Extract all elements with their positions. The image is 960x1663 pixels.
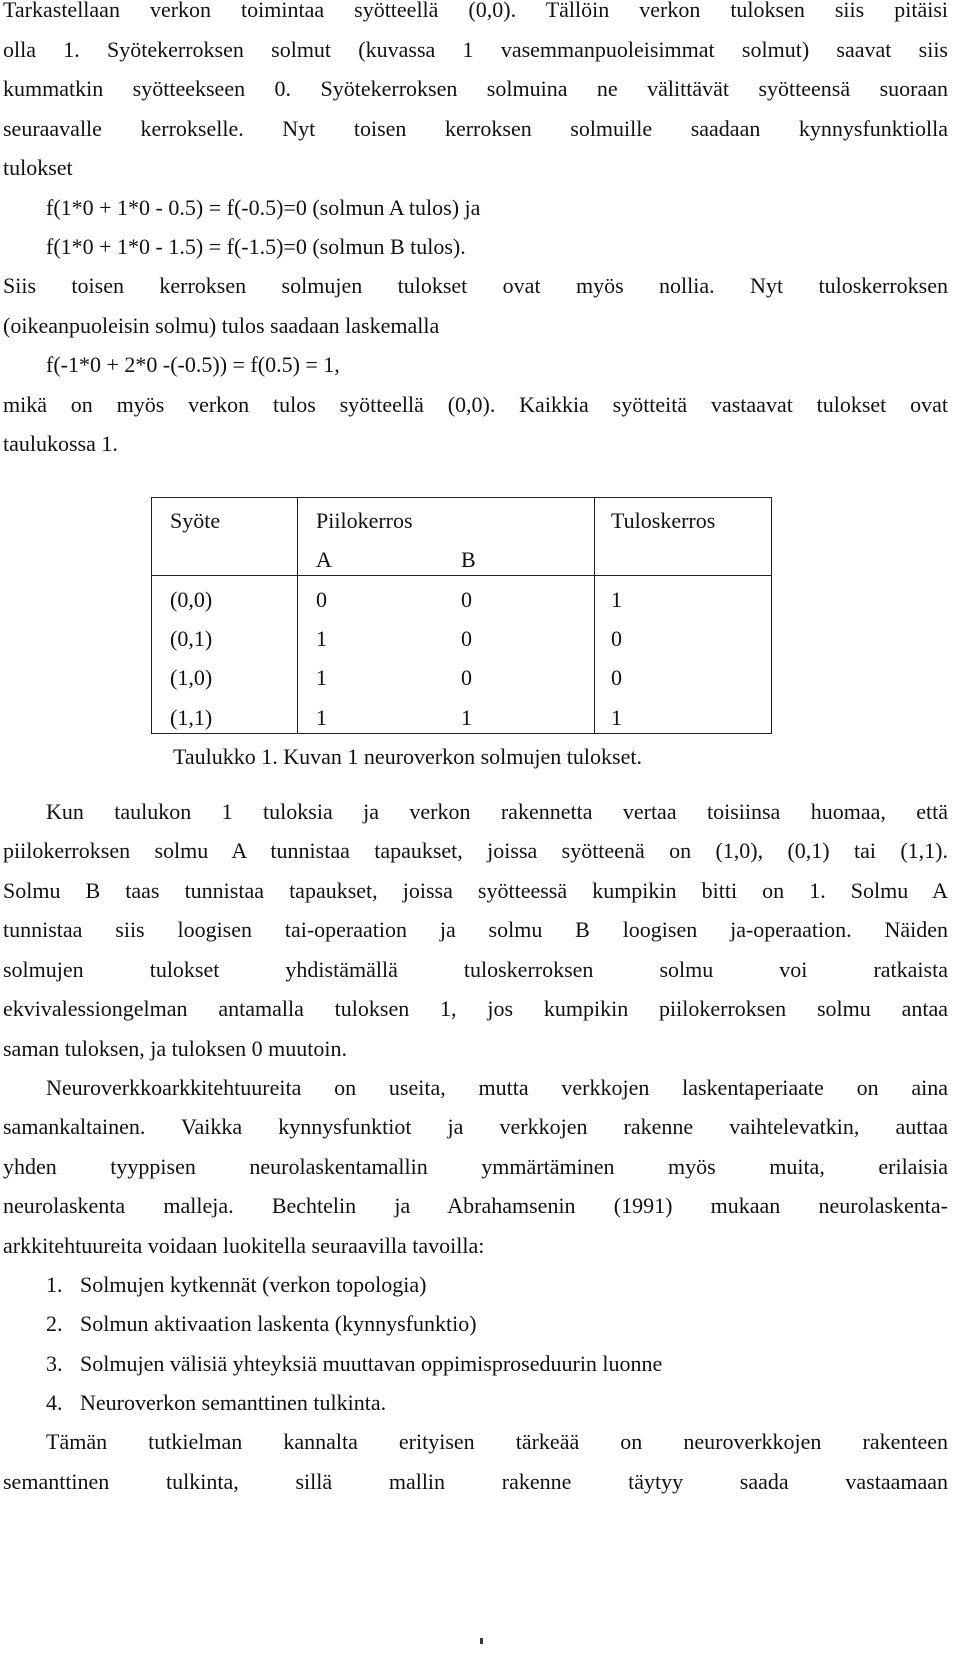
table-cell-b: 0 xyxy=(461,665,472,690)
table-cell-input: (0,0) xyxy=(170,587,213,612)
list-number: 1. xyxy=(46,1272,63,1297)
table-cell-a: 1 xyxy=(316,705,327,730)
text-line: semanttinen tulkinta, sillä mallin rakenne täytyy saada vastaamaan xyxy=(3,1469,948,1494)
table-border-bottom xyxy=(151,733,772,734)
text-line: seuraavalle kerrokselle. Nyt toisen kerroksen solmuille saadaan kynnysfunktiolla xyxy=(3,116,948,141)
table-cell-b: 1 xyxy=(461,705,472,730)
text-line: piilokerroksen solmu A tunnistaa tapaukset, joissa syötteenä on (1,0), (0,1) tai (1,1). xyxy=(3,838,948,863)
text-line: Tämän tutkielman kannalta erityisen tärkeää on neuroverkkojen rakenteen xyxy=(46,1429,948,1454)
table-caption: Taulukko 1. Kuvan 1 neuroverkon solmujen tulokset. xyxy=(173,744,642,769)
table-row-divider xyxy=(151,575,772,576)
list-number: 3. xyxy=(46,1351,63,1376)
table-border-top xyxy=(151,497,772,498)
list-text: Solmujen kytkennät (verkon topologia) xyxy=(80,1272,427,1297)
text-line: Tarkastellaan verkon toimintaa syötteellä (0,0). Tällöin verkon tuloksen siis pitäisi xyxy=(3,0,948,22)
table-cell-b: 0 xyxy=(461,587,472,612)
table-cell-b: 0 xyxy=(461,626,472,651)
table-cell-a: 0 xyxy=(316,587,327,612)
table-header-input: Syöte xyxy=(170,508,221,533)
list-number: 2. xyxy=(46,1311,63,1336)
text-line: solmujen tulokset yhdistämällä tuloskerroksen solmu voi ratkaista xyxy=(3,957,948,982)
table-cell-a: 1 xyxy=(316,626,327,651)
text-line: tunnistaa siis loogisen tai-operaation ja solmu B loogisen ja-operaation. Näiden xyxy=(3,917,948,942)
text-line: olla 1. Syötekerroksen solmut (kuvassa 1 vasemmanpuoleisimmat solmut) saavat siis xyxy=(3,37,948,62)
table-cell-input: (0,1) xyxy=(170,626,213,651)
text-line: tulokset xyxy=(3,155,73,180)
text-line: neurolaskenta malleja. Bechtelin ja Abrahamsenin (1991) mukaan neurolaskenta- xyxy=(3,1193,948,1218)
text-line: arkkitehtuureita voidaan luokitella seuraavilla tavoilla: xyxy=(3,1233,485,1258)
text-line: saman tuloksen, ja tuloksen 0 muutoin. xyxy=(3,1036,348,1061)
table-cell-input: (1,0) xyxy=(170,665,213,690)
table-column-divider xyxy=(297,497,298,734)
formula-line: f(1*0 + 1*0 - 0.5) = f(-0.5)=0 (solmun A tulos) ja xyxy=(46,195,481,220)
table-border-right xyxy=(771,497,772,734)
text-line: ekvivalessiongelman antamalla tuloksen 1, jos kumpikin piilokerroksen solmu antaa xyxy=(3,996,948,1021)
page-number-mark xyxy=(480,1638,483,1644)
list-text: Solmun aktivaation laskenta (kynnysfunktio) xyxy=(80,1311,477,1336)
table-header-a: A xyxy=(316,547,332,572)
text-line: Kun taulukon 1 tuloksia ja verkon rakennetta vertaa toisiinsa huomaa, että xyxy=(46,799,948,824)
text-line: mikä on myös verkon tulos syötteellä (0,0). Kaikkia syötteitä vastaavat tulokset ovat xyxy=(3,392,948,417)
formula-line: f(1*0 + 1*0 - 1.5) = f(-1.5)=0 (solmun B tulos). xyxy=(46,234,466,259)
text-line: Siis toisen kerroksen solmujen tulokset ovat myös nollia. Nyt tuloskerroksen xyxy=(3,273,948,298)
text-line: taulukossa 1. xyxy=(3,431,118,456)
text-line: yhden tyyppisen neurolaskentamallin ymmärtäminen myös muita, erilaisia xyxy=(3,1154,948,1179)
table-cell-output: 0 xyxy=(611,665,622,690)
list-text: Solmujen välisiä yhteyksiä muuttavan oppimisproseduurin luonne xyxy=(80,1351,663,1376)
table-header-output: Tuloskerros xyxy=(611,508,716,533)
table-cell-input: (1,1) xyxy=(170,705,213,730)
list-number: 4. xyxy=(46,1390,63,1415)
text-line: (oikeanpuoleisin solmu) tulos saadaan laskemalla xyxy=(3,313,440,338)
table-border-left xyxy=(151,497,152,734)
text-line: kummatkin syötteekseen 0. Syötekerroksen solmuina ne välittävät syötteensä suoraan xyxy=(3,76,948,101)
table-cell-output: 0 xyxy=(611,626,622,651)
table-column-divider xyxy=(594,497,595,734)
text-line: Neuroverkkoarkkitehtuureita on useita, mutta verkkojen laskentaperiaate on aina xyxy=(46,1075,948,1100)
text-line: samankaltainen. Vaikka kynnysfunktiot ja verkkojen rakenne vaihtelevatkin, auttaa xyxy=(3,1114,948,1139)
formula-line: f(-1*0 + 2*0 -(-0.5)) = f(0.5) = 1, xyxy=(46,352,340,377)
table-cell-output: 1 xyxy=(611,705,622,730)
text-line: Solmu B taas tunnistaa tapaukset, joissa syötteessä kumpikin bitti on 1. Solmu A xyxy=(3,878,948,903)
table-header-hidden: Piilokerros xyxy=(316,508,413,533)
table-cell-a: 1 xyxy=(316,665,327,690)
list-text: Neuroverkon semanttinen tulkinta. xyxy=(80,1390,387,1415)
table-cell-output: 1 xyxy=(611,587,622,612)
table-header-b: B xyxy=(461,547,476,572)
